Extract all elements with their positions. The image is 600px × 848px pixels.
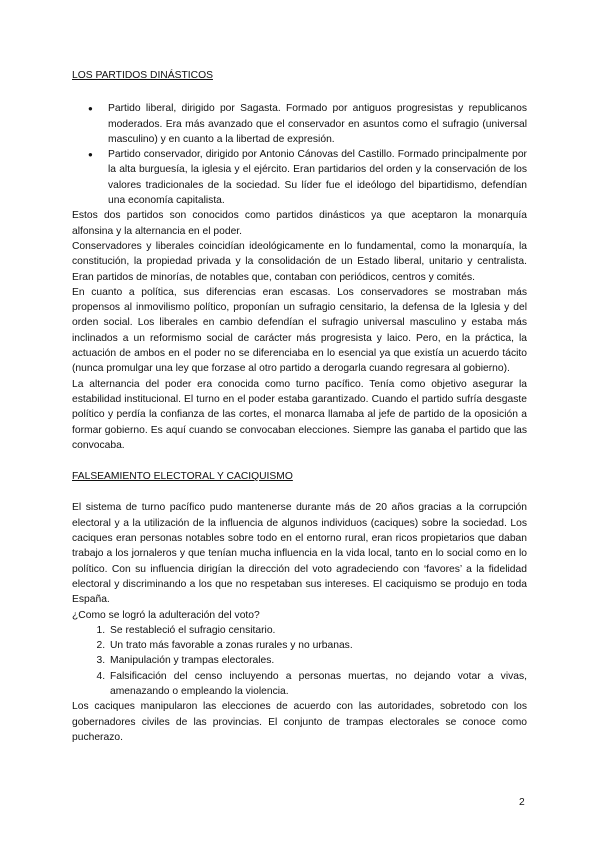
party-bullet-list — [72, 101, 527, 208]
section-heading-partidos: LOS PARTIDOS DINÁSTICOS — [72, 70, 213, 81]
paragraph: Estos dos partidos son conocidos como partidos dinásticos ya que aceptaron la monarquía alfonsina y la alternancia en el poder. — [72, 210, 527, 237]
paragraph: El sistema de turno pacífico pudo mantenerse durante más de 20 años gracias a la corrupción electoral y a la utilización de la influencia de algunos individuos (caciques) sobre la sociedad. Los caciques eran personas notables sobre todo en el entorno rural, eran ricos propietarios que daban trabajo a los jornaleros y que tenían mucha influencia en la vida local, tanto en lo social como en lo político. Con su influencia dirigían la dirección del voto agradeciendo con ‘favores’ a la fidelidad electoral y discriminando a los que no respetaban sus intereses. El caciquismo se produjo en toda España. — [72, 502, 527, 606]
numbered-list — [72, 623, 527, 699]
paragraph: La alternancia del poder era conocida como turno pacífico. Tenía como objetivo asegurar la estabilidad institucional. El turno en el poder estaba garantizado. Cuando el partido sufría desgaste político y perdía la confianza de las cortes, el monarca llamaba al jefe de partido de la oposición a formar gobierno. Es aquí cuando se convocaban elecciones. Siempre las ganaba el partido que las convocaba. — [72, 378, 527, 451]
paragraph: En cuanto a política, sus diferencias eran escasas. Los conservadores se mostraban más propensos al inmovilismo político, proponían un sufragio censitario, la defensa de la Iglesia y del orden social. Los liberales en cambio defendían el sufragio universal masculino y estaba más inclinados a un reformismo social de carácter más progresista y laico. Pero, en la práctica, la actuación de ambos en el poder no se diferenciaba en lo esencial ya que existía un acuerdo tácito (nunca promulgar una ley que forzase al otro partido a derogarla cuando regresara al gobierno). — [72, 286, 527, 375]
section-heading-falseamiento: FALSEAMIENTO ELECTORAL Y CACIQUISMO — [72, 471, 293, 483]
paragraph: Conservadores y liberales coincidían ideológicamente en lo fundamental, como la monarquía, la constitución, la propiedad privada y la consolidación de un Estado liberal, unitario y centralista. Eran partidos de minorías, de notables que, contaban con periódicos, centros y comités. — [72, 240, 527, 283]
list-item: 3. Manipulación y trampas electorales. — [108, 653, 527, 668]
paragraph: Los caciques manipularon las elecciones de acuerdo con las autoridades, sobretodo con los gobernadores civiles de las provincias. El conjunto de trampas electorales se conoce como pucherazo. — [72, 701, 527, 743]
page-content — [72, 68, 527, 745]
list-item: 1. Se restableció el sufragio censitario. — [108, 623, 527, 638]
list-item: 4. Falsificación del censo incluyendo a personas muertas, no dejando votar a vivas, amenazando o empleando la violencia. — [108, 669, 527, 700]
list-item: 2. Un trato más favorable a zonas rurales y no urbanas. — [108, 638, 527, 653]
bullet-partido-liberal: ● Partido liberal, dirigido por Sagasta. Formado por antiguos progresistas y republicanos moderados. Era más avanzado que el conservador en asuntos como el sufragio (universal masculino) y en cuanto a la libertad de expresión. — [108, 101, 527, 147]
page-number: 2 — [519, 797, 525, 808]
question-line: ¿Como se logró la adulteración del voto? — [72, 609, 260, 621]
bullet-partido-conservador: ● Partido conservador, dirigido por Antonio Cánovas del Castillo. Formado principalmente por la alta burguesía, la iglesia y el ejército. Eran partidarios del orden y la conservación de los valores tradicionales de la sociedad. Su líder fue el ideólogo del bipartidismo, defendían una economía capitalista. — [108, 147, 527, 208]
